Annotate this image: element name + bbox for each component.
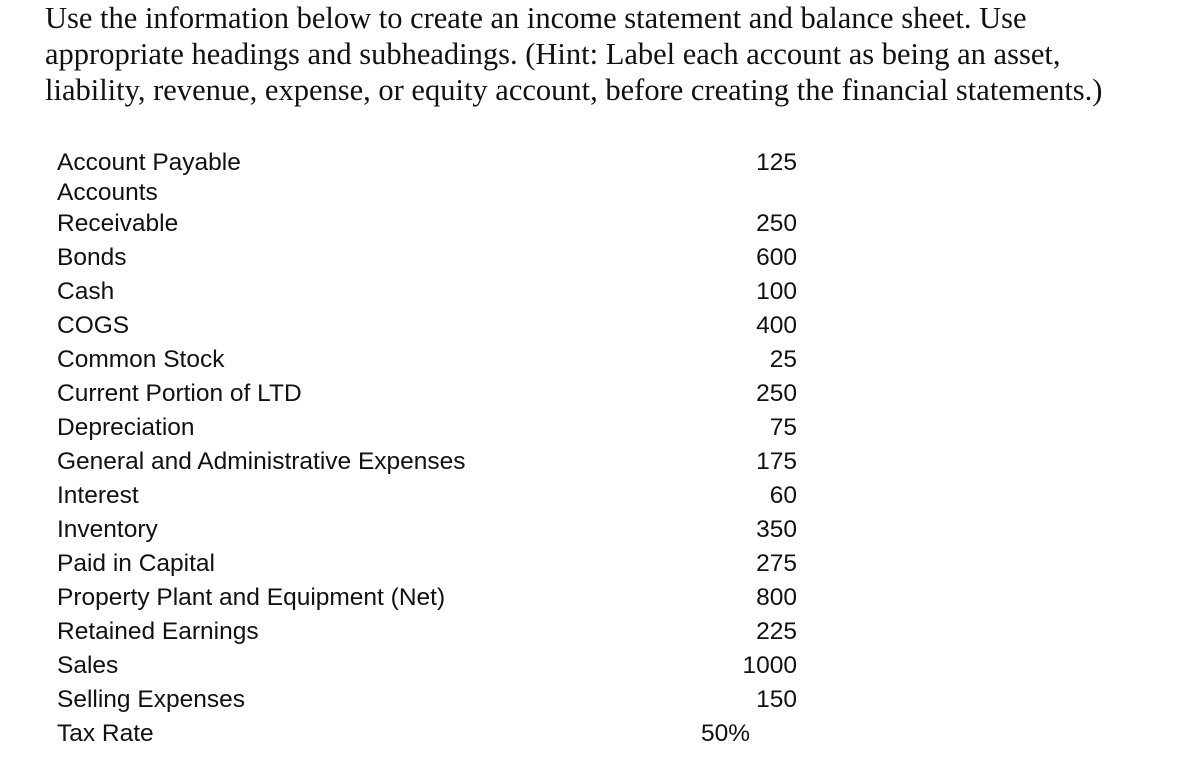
account-label: Receivable (57, 210, 179, 237)
account-table (57, 0, 817, 770)
instructions-line: appropriate headings and subheadings. (Hint: Label each account as being an asset, (45, 37, 1061, 71)
account-value: 250 (756, 380, 797, 407)
account-label: Bonds (57, 244, 127, 271)
account-value: 150 (756, 686, 797, 713)
account-label: Depreciation (57, 414, 195, 441)
instructions-line: Use the information below to create an income statement and balance sheet. Use (45, 1, 1027, 35)
account-value: 175 (756, 448, 797, 475)
account-value: 275 (756, 550, 797, 577)
account-label: Selling Expenses (57, 686, 245, 713)
account-label: COGS (57, 312, 130, 339)
account-label: Interest (57, 482, 139, 509)
account-label: General and Administrative Expenses (57, 448, 466, 475)
account-label: Paid in Capital (57, 550, 215, 577)
instructions-line: liability, revenue, expense, or equity account, before creating the financial statements.) (45, 73, 1103, 107)
account-label: Common Stock (57, 346, 225, 373)
account-label: Cash (57, 278, 115, 305)
account-value: 50% (700, 720, 750, 747)
account-label: Inventory (57, 516, 158, 543)
account-value: 75 (769, 414, 797, 441)
account-label: Retained Earnings (57, 618, 259, 645)
account-label: Current Portion of LTD (57, 380, 302, 407)
account-value: 60 (769, 482, 797, 509)
account-label: Tax Rate (57, 720, 154, 747)
account-value: 100 (756, 278, 797, 305)
account-value: 600 (756, 244, 797, 271)
account-value: 400 (756, 312, 797, 339)
account-value: 225 (756, 618, 797, 645)
account-value: 25 (769, 346, 797, 373)
account-label: Account Payable (57, 149, 241, 176)
account-label: Property Plant and Equipment (Net) (57, 584, 446, 611)
account-label: Sales (57, 652, 119, 679)
account-value: 1000 (742, 652, 797, 679)
account-value: 350 (756, 516, 797, 543)
account-value: 250 (756, 210, 797, 237)
account-label: Accounts (57, 179, 158, 206)
account-value: 125 (756, 149, 797, 176)
account-value: 800 (756, 584, 797, 611)
